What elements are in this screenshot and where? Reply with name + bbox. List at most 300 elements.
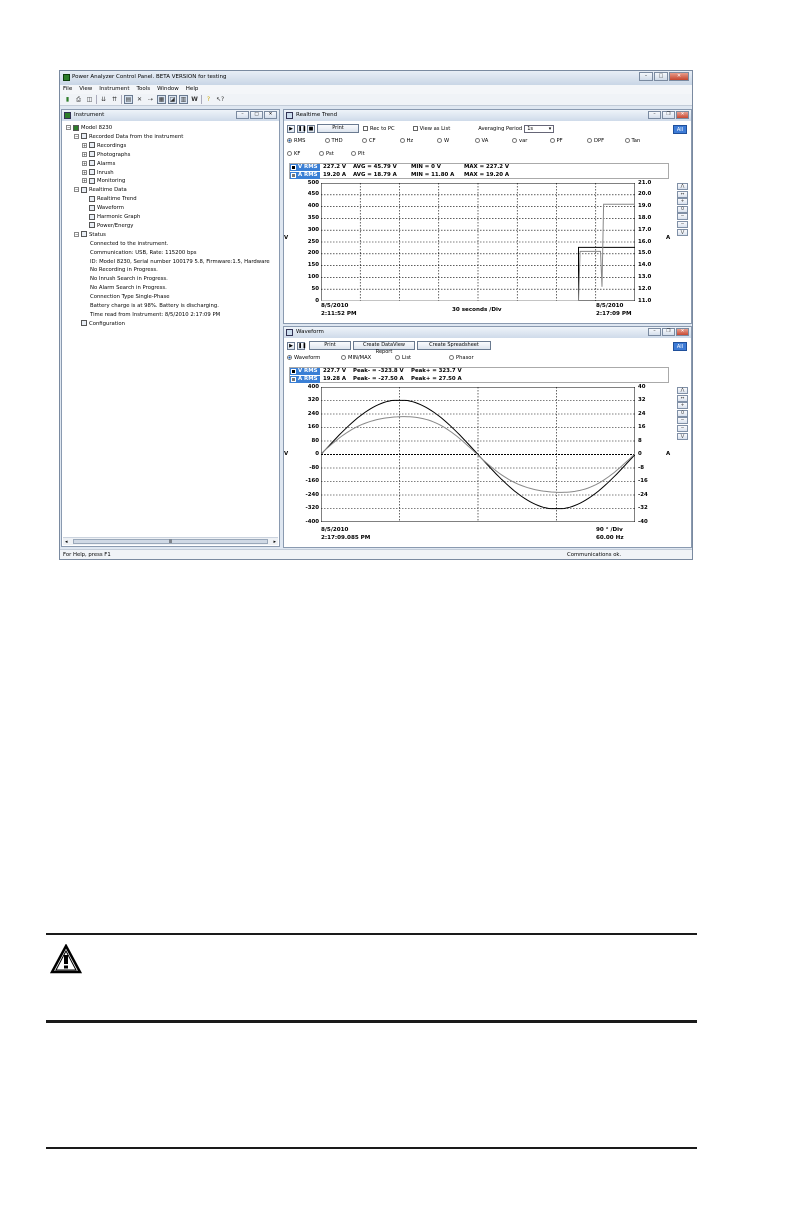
chart-zoom-button[interactable]: ⋁ bbox=[677, 229, 688, 236]
instrument-tree-icon[interactable]: ▤ bbox=[125, 96, 132, 103]
trend-controls bbox=[287, 124, 554, 133]
rec-to-pc-label: Rec to PC bbox=[370, 125, 395, 132]
rec-to-pc-box[interactable] bbox=[363, 126, 368, 131]
warning-top-rule bbox=[46, 933, 697, 935]
toolbar-separator bbox=[96, 95, 97, 104]
chart-zoom-button[interactable]: − bbox=[677, 221, 688, 228]
right-tick-label: 21.0 bbox=[638, 179, 652, 186]
tree-item[interactable] bbox=[82, 222, 133, 230]
tree-node-icon bbox=[81, 133, 87, 139]
waveform-left-unit: V bbox=[284, 451, 289, 457]
left-tick-label: 300 bbox=[307, 226, 319, 233]
view-as-list-label: View as List bbox=[419, 125, 451, 132]
tree-item[interactable] bbox=[82, 195, 137, 203]
waveform-all-button[interactable]: All bbox=[673, 342, 687, 351]
menu-view[interactable]: View bbox=[79, 86, 93, 92]
menu-window[interactable]: Window bbox=[157, 86, 179, 92]
right-tick-label: 24 bbox=[638, 410, 646, 417]
chart-zoom-button[interactable]: ⋀ bbox=[677, 387, 688, 394]
waveform-controls bbox=[287, 341, 491, 355]
averaging-period-select[interactable] bbox=[524, 125, 554, 133]
status-communications: Communications ok. bbox=[567, 552, 622, 558]
warning-triangle-icon bbox=[50, 944, 82, 974]
waveform-pane-icon bbox=[286, 329, 293, 336]
tree-item[interactable] bbox=[82, 142, 126, 150]
radio-label: W bbox=[444, 138, 450, 144]
left-tick-label: 350 bbox=[307, 214, 319, 221]
radio-button[interactable] bbox=[325, 138, 330, 143]
tree-item[interactable] bbox=[90, 266, 158, 274]
radio-label: VA bbox=[481, 138, 489, 144]
right-tick-label: 19.0 bbox=[638, 203, 652, 210]
left-tick-label: 80 bbox=[311, 437, 319, 444]
radio-option[interactable] bbox=[341, 355, 371, 361]
tree-horizontal-scrollbar[interactable] bbox=[63, 537, 278, 545]
tree-item-label: ID: Model 8230, Serial number 100179 5.8, Firmware:1.5, Hardware bbox=[90, 258, 270, 265]
radio-option[interactable] bbox=[351, 151, 365, 157]
right-tick-label: 20.0 bbox=[638, 191, 652, 198]
pause-icon[interactable]: ❚❚ bbox=[298, 125, 307, 132]
tree-item-label: Realtime Trend bbox=[97, 196, 137, 203]
tree-expand-icon[interactable]: + bbox=[83, 169, 87, 175]
tree-expand-icon[interactable]: − bbox=[67, 125, 71, 130]
tree-node-icon bbox=[89, 178, 95, 184]
tree-item[interactable] bbox=[66, 124, 112, 132]
trend-pane-icon bbox=[286, 112, 293, 119]
tree-item[interactable] bbox=[74, 320, 125, 328]
context-help-icon[interactable]: ↖? bbox=[216, 96, 225, 103]
chart-zoom-button[interactable]: ↔ bbox=[677, 395, 688, 402]
app-icon bbox=[63, 74, 70, 81]
trend-close-button[interactable]: ✕ bbox=[676, 111, 689, 119]
warning-box bbox=[46, 933, 697, 1024]
stat-min: MIN = 11.80 A bbox=[411, 172, 455, 178]
page-bottom-rule bbox=[46, 1147, 697, 1149]
instrument-pane-title: Instrument bbox=[74, 112, 105, 118]
tree-expand-icon[interactable]: + bbox=[83, 151, 87, 157]
tree-node-icon bbox=[89, 169, 95, 175]
radio-button[interactable] bbox=[287, 355, 292, 360]
radio-button[interactable] bbox=[437, 138, 442, 143]
tree-item-label: Recordings bbox=[97, 142, 127, 149]
right-tick-label: -40 bbox=[638, 518, 648, 525]
instrument-maximize-button[interactable]: □ bbox=[250, 111, 263, 119]
tree-item-label: Communication: USB, Rate: 115200 bps bbox=[90, 249, 197, 256]
left-tick-label: 200 bbox=[307, 250, 319, 257]
radio-label: DPF bbox=[594, 138, 605, 144]
waveform-pane-title: Waveform bbox=[296, 329, 324, 335]
waveform-stats bbox=[289, 367, 669, 383]
tree-item[interactable] bbox=[90, 302, 219, 310]
chart-zoom-button[interactable]: ⋁ bbox=[677, 433, 688, 440]
series-swatch bbox=[291, 369, 296, 374]
tree-expand-icon[interactable]: − bbox=[75, 231, 79, 237]
tree-node-icon bbox=[73, 125, 79, 131]
close-button[interactable]: ✕ bbox=[669, 72, 689, 81]
left-tick-label: 400 bbox=[307, 203, 319, 210]
tree-item[interactable] bbox=[90, 240, 168, 248]
radio-option[interactable] bbox=[287, 138, 305, 144]
radio-label: Plt bbox=[358, 151, 365, 157]
left-tick-label: -320 bbox=[305, 505, 319, 511]
tree-expand-icon[interactable]: + bbox=[83, 142, 87, 148]
radio-option[interactable] bbox=[512, 138, 527, 144]
tree-node-icon bbox=[89, 151, 95, 157]
radio-option[interactable] bbox=[287, 151, 300, 157]
right-tick-label: -8 bbox=[638, 464, 644, 471]
radio-button[interactable] bbox=[319, 151, 324, 156]
trend-quantity-radios bbox=[287, 138, 687, 146]
radio-label: THD bbox=[331, 138, 343, 144]
right-tick-label: 16 bbox=[638, 424, 646, 430]
right-tick-label: 12.0 bbox=[638, 285, 652, 292]
trend-minimize-button[interactable]: – bbox=[648, 111, 661, 119]
left-tick-label: -240 bbox=[305, 491, 319, 498]
chart-zoom-button[interactable]: ↔ bbox=[677, 191, 688, 198]
right-tick-label: 32 bbox=[638, 397, 646, 403]
tree-item[interactable] bbox=[90, 275, 168, 283]
tree-item-label: Battery charge is at 98%. Battery is discharging. bbox=[90, 303, 219, 309]
menu-instrument[interactable]: Instrument bbox=[99, 86, 130, 92]
right-tick-label: 8 bbox=[638, 437, 642, 444]
tree-item[interactable] bbox=[74, 231, 106, 239]
download-icon[interactable]: ⇊ bbox=[100, 96, 107, 103]
right-tick-label: 14.0 bbox=[638, 262, 652, 269]
tree-node-icon bbox=[89, 222, 95, 228]
radio-button[interactable] bbox=[550, 138, 555, 143]
trend-start-time: 2:11:52 PM bbox=[321, 311, 357, 317]
waveform-time: 2:17:09.085 PM bbox=[321, 535, 371, 541]
toolbar-separator bbox=[201, 95, 202, 104]
play-icon[interactable]: ▶ bbox=[287, 125, 295, 133]
stat-value: 19.20 A bbox=[323, 172, 347, 178]
trend-time-per-div: 30 seconds /Div bbox=[452, 307, 502, 313]
radio-option[interactable] bbox=[550, 138, 563, 144]
trend-left-unit: V bbox=[284, 235, 289, 241]
scroll-left-arrow-icon[interactable]: ◂ bbox=[65, 539, 68, 545]
status-bar bbox=[60, 549, 692, 559]
right-tick-label: 0 bbox=[638, 451, 642, 457]
tree-item-label: Power/Energy bbox=[97, 222, 134, 229]
stat-label bbox=[290, 368, 320, 375]
tree-item[interactable] bbox=[90, 284, 167, 292]
radio-label: Phasor bbox=[456, 355, 474, 361]
tree-item[interactable] bbox=[74, 186, 127, 194]
tree-item-label: No Inrush Search in Progress. bbox=[90, 276, 168, 283]
left-tick-label: 400 bbox=[307, 383, 319, 390]
right-tick-label: -32 bbox=[638, 505, 648, 511]
stat-peak_minus: Peak- = -27.50 A bbox=[353, 376, 404, 382]
tree-node-icon bbox=[89, 196, 95, 202]
tree-item-label: Recorded Data from the instrument bbox=[89, 133, 184, 140]
menu-help[interactable]: Help bbox=[185, 86, 199, 92]
scroll-thumb[interactable] bbox=[73, 539, 268, 544]
radio-button[interactable] bbox=[395, 355, 400, 360]
trend-icon[interactable]: ▦ bbox=[158, 96, 165, 103]
waveform-mode-radios bbox=[287, 355, 587, 363]
tree-item-label: Photographs bbox=[97, 151, 131, 158]
app-title: Power Analyzer Control Panel. BETA VERSION for testing bbox=[72, 74, 227, 80]
radio-option[interactable] bbox=[449, 355, 474, 361]
trend-end-date: 8/5/2010 bbox=[596, 303, 624, 309]
tree-node-icon bbox=[81, 187, 87, 193]
stat-label bbox=[290, 172, 320, 179]
tree-item[interactable] bbox=[90, 293, 170, 301]
trend-all-button[interactable]: All bbox=[673, 125, 687, 134]
menu-tools[interactable]: Tools bbox=[136, 86, 151, 92]
chart-zoom-button[interactable]: 0 bbox=[677, 206, 688, 213]
radio-option[interactable] bbox=[287, 355, 320, 361]
tree-item-label: Connection Type Single-Phase bbox=[90, 294, 170, 301]
harmonic-icon[interactable]: ▥ bbox=[180, 96, 187, 103]
chart-zoom-button[interactable]: + bbox=[677, 402, 688, 409]
left-tick-label: 320 bbox=[307, 397, 319, 403]
stat-label-text: A RMS bbox=[298, 376, 318, 382]
chart-zoom-button[interactable]: + bbox=[677, 198, 688, 205]
right-tick-label: 13.0 bbox=[638, 273, 652, 280]
realtime-trend-pane bbox=[283, 109, 692, 324]
left-tick-label: -400 bbox=[305, 518, 319, 525]
waveform-minimize-button[interactable]: – bbox=[648, 328, 661, 336]
radio-button[interactable] bbox=[287, 151, 292, 156]
waveform-print-button[interactable]: Print bbox=[309, 341, 351, 350]
radio-button[interactable] bbox=[362, 138, 367, 143]
stat-label bbox=[290, 164, 320, 171]
right-tick-label: 11.0 bbox=[638, 297, 652, 304]
radio-label: RMS bbox=[294, 138, 306, 144]
radio-option[interactable] bbox=[437, 138, 449, 144]
radio-option[interactable] bbox=[395, 355, 411, 361]
print-preview-icon[interactable]: ◫ bbox=[86, 96, 93, 103]
stat-label-text: A RMS bbox=[298, 172, 318, 178]
tree-item[interactable] bbox=[90, 249, 196, 257]
tree-expand-icon[interactable]: − bbox=[75, 133, 79, 139]
radio-button[interactable] bbox=[341, 355, 346, 360]
left-tick-label: 150 bbox=[307, 262, 319, 269]
chart-zoom-button[interactable]: − bbox=[677, 213, 688, 220]
radio-label: var bbox=[519, 138, 528, 144]
stat-value: 227.7 V bbox=[323, 368, 347, 374]
play-icon[interactable]: ▶ bbox=[287, 342, 295, 350]
waveform-right-unit: A bbox=[666, 451, 671, 457]
instrument-minimize-button[interactable]: – bbox=[236, 111, 249, 119]
tree-node-icon bbox=[81, 320, 87, 326]
trend-pane-titlebar bbox=[284, 110, 691, 121]
left-tick-label: -80 bbox=[309, 464, 319, 471]
tree-item-label: Model 8230 bbox=[81, 125, 113, 131]
waveform-pane bbox=[283, 326, 692, 548]
create-spreadsheet-button[interactable]: Create Spreadsheet bbox=[417, 341, 491, 350]
tree-item-label: Harmonic Graph bbox=[97, 214, 141, 220]
menubar bbox=[60, 85, 692, 94]
app-titlebar bbox=[60, 71, 692, 85]
trend-right-unit: A bbox=[666, 235, 671, 241]
view-as-list-box[interactable] bbox=[413, 126, 418, 131]
tree-item-label: Status bbox=[89, 231, 106, 238]
trend-restore-button[interactable]: ❐ bbox=[662, 111, 675, 119]
waveform-icon[interactable]: ◪ bbox=[169, 96, 176, 103]
toolbar-separator bbox=[121, 95, 122, 104]
toolbar bbox=[60, 94, 692, 106]
tree-expand-icon[interactable]: + bbox=[83, 178, 87, 184]
radio-button[interactable] bbox=[351, 151, 356, 156]
averaging-period-label: Averaging Period bbox=[478, 125, 523, 132]
instrument-pane bbox=[61, 109, 280, 547]
instrument-tree bbox=[66, 124, 277, 532]
tree-item-label: Configuration bbox=[89, 320, 125, 327]
left-tick-label: 0 bbox=[315, 451, 319, 457]
radio-option[interactable] bbox=[625, 138, 641, 144]
menu-file[interactable]: File bbox=[63, 86, 73, 92]
tree-item-label: No Alarm Search in Progress. bbox=[90, 285, 167, 292]
chart-zoom-button[interactable]: ⋀ bbox=[677, 183, 688, 190]
waveform-restore-button[interactable]: ❐ bbox=[662, 328, 675, 336]
connect-icon[interactable]: ▮ bbox=[65, 96, 70, 103]
trend-pane-title: Realtime Trend bbox=[296, 112, 338, 118]
radio-label: MIN/MAX bbox=[348, 355, 372, 361]
status-help-text: For Help, press F1 bbox=[63, 552, 111, 558]
right-tick-label: -16 bbox=[638, 478, 648, 484]
create-dataview-report-button[interactable]: Create DataView Report bbox=[353, 341, 415, 350]
instrument-pane-titlebar bbox=[62, 110, 279, 121]
left-tick-label: 160 bbox=[307, 424, 319, 430]
tree-item-label: Monitoring bbox=[97, 178, 126, 185]
power-icon[interactable]: W bbox=[191, 96, 198, 103]
tree-node-icon bbox=[89, 214, 95, 220]
stat-max: MAX = 227.2 V bbox=[464, 164, 510, 170]
configure-icon[interactable]: ✕ bbox=[136, 96, 143, 103]
radio-button[interactable] bbox=[287, 138, 292, 143]
waveform-pane-titlebar bbox=[284, 327, 691, 338]
pause-icon[interactable]: ❚❚ bbox=[298, 342, 307, 349]
tree-item[interactable] bbox=[82, 204, 124, 212]
series-swatch bbox=[291, 165, 296, 170]
tree-expand-icon[interactable]: − bbox=[75, 187, 79, 193]
waveform-date: 8/5/2010 bbox=[321, 527, 349, 533]
tree-expand-icon[interactable]: + bbox=[83, 160, 87, 166]
radio-label: CF bbox=[369, 138, 376, 144]
tree-item[interactable] bbox=[82, 177, 125, 185]
waveform-frequency: 60.00 Hz bbox=[596, 535, 624, 541]
trend-print-button[interactable]: Print bbox=[317, 124, 359, 133]
tree-item[interactable] bbox=[74, 133, 183, 141]
stat-max: MAX = 19.20 A bbox=[464, 172, 510, 178]
trend-quantity-radios-row2 bbox=[287, 151, 487, 159]
stat-avg: AVG = 18.79 A bbox=[353, 172, 397, 178]
left-tick-label: 500 bbox=[307, 179, 319, 186]
radio-button[interactable] bbox=[475, 138, 480, 143]
tree-node-icon bbox=[89, 160, 95, 166]
left-tick-label: 50 bbox=[311, 285, 319, 292]
trend-stats bbox=[289, 163, 669, 179]
radio-button[interactable] bbox=[625, 138, 630, 143]
right-tick-label: 40 bbox=[638, 383, 646, 390]
warning-bottom-rule bbox=[46, 1020, 697, 1023]
radio-button[interactable] bbox=[449, 355, 454, 360]
chart-zoom-button[interactable]: 0 bbox=[677, 410, 688, 417]
chevron-down-icon: ▾ bbox=[548, 125, 552, 132]
tree-item-label: Alarms bbox=[97, 160, 116, 167]
instrument-pane-icon bbox=[64, 112, 71, 119]
instrument-close-button[interactable]: ✕ bbox=[264, 111, 277, 119]
stat-label bbox=[290, 376, 320, 383]
averaging-period-value: 1s bbox=[527, 125, 533, 132]
radio-label: Tan bbox=[631, 138, 641, 144]
scroll-right-arrow-icon[interactable]: ▸ bbox=[273, 539, 276, 545]
maximize-button[interactable]: □ bbox=[654, 72, 668, 81]
waveform-chart bbox=[321, 387, 635, 522]
stat-peak_plus: Peak+ = 323.7 V bbox=[411, 368, 462, 374]
rec-to-pc-checkbox[interactable] bbox=[363, 126, 395, 132]
radio-label: Waveform bbox=[294, 355, 321, 361]
print-icon[interactable]: ⎙ bbox=[76, 96, 81, 103]
radio-label: Pst bbox=[326, 151, 334, 157]
tree-node-icon bbox=[89, 142, 95, 148]
stop-icon[interactable]: ■ bbox=[308, 125, 314, 132]
tree-item[interactable] bbox=[90, 311, 220, 319]
radio-option[interactable] bbox=[362, 138, 376, 144]
left-tick-label: 250 bbox=[307, 238, 319, 245]
waveform-degrees-per-div: 90 ° /Div bbox=[596, 527, 623, 533]
radio-option[interactable] bbox=[587, 138, 604, 144]
left-tick-label: 0 bbox=[315, 297, 319, 304]
about-icon[interactable]: ? bbox=[206, 96, 211, 103]
tree-item[interactable] bbox=[82, 213, 140, 221]
minimize-button[interactable]: – bbox=[639, 72, 653, 81]
tree-item[interactable] bbox=[82, 160, 115, 168]
realtime-icon[interactable]: ⇢ bbox=[147, 96, 154, 103]
radio-button[interactable] bbox=[587, 138, 592, 143]
trend-end-time: 2:17:09 PM bbox=[596, 311, 632, 317]
left-tick-label: 450 bbox=[307, 191, 319, 198]
stat-value: 19.28 A bbox=[323, 376, 347, 382]
right-tick-label: 15.0 bbox=[638, 250, 652, 257]
right-tick-label: 17.0 bbox=[638, 226, 652, 233]
upload-icon[interactable]: ⇈ bbox=[111, 96, 118, 103]
radio-label: Hz bbox=[406, 138, 414, 144]
radio-button[interactable] bbox=[512, 138, 517, 143]
radio-option[interactable] bbox=[319, 151, 334, 157]
view-as-list-checkbox[interactable] bbox=[413, 126, 451, 132]
tree-item-label: Inrush bbox=[97, 169, 114, 176]
tree-item[interactable] bbox=[90, 258, 270, 266]
radio-label: KF bbox=[294, 151, 301, 157]
radio-option[interactable] bbox=[325, 138, 343, 144]
trend-chart bbox=[321, 183, 635, 301]
tree-node-icon bbox=[81, 231, 87, 237]
right-tick-label: 18.0 bbox=[638, 214, 652, 221]
chart-zoom-button[interactable]: − bbox=[677, 425, 688, 432]
stat-label-text: V RMS bbox=[298, 368, 318, 374]
right-tick-label: -24 bbox=[638, 491, 648, 498]
chart-zoom-button[interactable]: − bbox=[677, 417, 688, 424]
radio-option[interactable] bbox=[475, 138, 489, 144]
waveform-close-button[interactable]: ✕ bbox=[676, 328, 689, 336]
left-tick-label: -160 bbox=[305, 478, 319, 484]
scroll-thumb-grip: III bbox=[168, 539, 173, 544]
stat-peak_plus: Peak+ = 27.50 A bbox=[411, 376, 462, 382]
tree-item[interactable] bbox=[82, 151, 130, 159]
tree-item-label: Connected to the instrument. bbox=[90, 240, 169, 247]
radio-option[interactable] bbox=[400, 138, 414, 144]
radio-button[interactable] bbox=[400, 138, 405, 143]
application-window bbox=[59, 70, 693, 560]
radio-label: List bbox=[402, 355, 412, 361]
series-swatch bbox=[291, 377, 296, 382]
tree-item[interactable] bbox=[82, 169, 114, 177]
left-tick-label: 240 bbox=[307, 410, 319, 417]
stat-peak_minus: Peak- = -323.8 V bbox=[353, 368, 404, 374]
